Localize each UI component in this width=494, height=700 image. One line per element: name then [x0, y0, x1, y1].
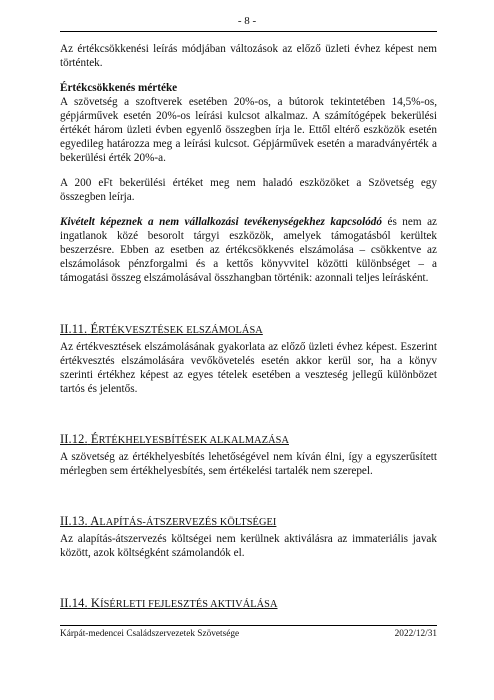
- section-rest: RTÉKHELYESBÍTÉSEK ALKALMAZÁSA: [98, 435, 289, 446]
- footer: [60, 629, 437, 639]
- page-content: [60, 42, 437, 614]
- header-divider: [60, 31, 437, 32]
- rate-paragraph-2: A 200 eFt bekerülési értéket meg nem haladó eszközöket a Szövetség egy összegben leírja.: [60, 177, 437, 203]
- section-title-founding-costs: [60, 514, 437, 530]
- section-title-revaluation: [60, 432, 437, 448]
- section-number: II.13.: [60, 514, 88, 528]
- section-initial: A: [90, 514, 100, 528]
- footer-divider: [60, 625, 437, 626]
- section-rest: LAPÍTÁS-ÁTSZERVEZÉS KÖLTSÉGEI: [99, 517, 277, 528]
- section-rest: ÍSÉRLETI FEJLESZTÉS AKTIVÁLÁSA: [100, 599, 278, 610]
- footer-date: 2022/12/31: [394, 629, 437, 639]
- page-number: - 8 -: [237, 15, 257, 27]
- section-initial: K: [90, 596, 101, 610]
- revaluation-paragraph: A szövetség az értékhelyesbítés lehetőségével nem kíván élni, így a egyszerűsített mérlegben sem értékhelyesbítés, sem értékelési tartalék nem szerepel.: [60, 451, 437, 477]
- section-title-rnd: [60, 596, 437, 612]
- section-rest: RTÉKVESZTÉSEK ELSZÁMOLÁSA: [98, 325, 263, 336]
- impairment-paragraph: Az értékvesztések elszámolásának gyakorlata az előző üzleti évhez képest. Eszerint értékvesztés elszámolására vevőkövetelés esetén akkor kerül sor, ha a könyv szerinti értékhez képest az egyes tételek esetében a veszteség jellegű különbözet tartós és jelentős.: [60, 341, 437, 395]
- exception-text: és nem az ingatlanok közé besorolt tárgyi eszközök, amelyek támogatásból kerültek beszerzésre. Ebben az esetben az értékcsökkenés elszámolása – csökkentve az elszámolások pénzforgalmi és a kettős könyvvitel közötti különbséget – a támogatási összeg elszámolásával összhangban történik: azonnali teljes leírásként.: [60, 216, 438, 284]
- footer-organization: Kárpát-medencei Családszervezetek Szövetsége: [60, 629, 240, 639]
- section-number: II.11.: [60, 322, 88, 336]
- section-number: II.12.: [60, 432, 88, 446]
- rate-paragraph-3: [60, 215, 437, 285]
- intro-paragraph: Az értékcsökkenési leírás módjában változások az előző üzleti évhez képest nem történtek.: [60, 43, 437, 69]
- section-title-impairment: [60, 322, 437, 338]
- rate-heading: Értékcsökkenés mértéke: [60, 82, 178, 94]
- section-initial: É: [90, 322, 99, 336]
- section-number: II.14.: [60, 596, 88, 610]
- rate-paragraph-1: A szövetség a szoftverek esetében 20%-os, a bútorok tekintetében 14,5%-os, gépjárművek esetén 20%-os leírási kulcsot alkalmaz. A számítógépek bekerülési értékét három üzleti évben egyenlő összegben írja le. Ettől eltérő eszközök esetén egyedileg határozza meg a leírási kulcsot. Gépjárművek esetén a maradványérték a bekerülési érték 20%-a.: [60, 96, 437, 164]
- exception-lead: Kivételt képeznek a nem vállalkozási tevékenységekhez kapcsolódó: [60, 216, 382, 228]
- founding-costs-paragraph: Az alapítás-átszervezés költségei nem kerülnek aktiválásra az immateriális javak között, azok költségként számolandók el.: [60, 533, 437, 559]
- section-initial: É: [90, 432, 99, 446]
